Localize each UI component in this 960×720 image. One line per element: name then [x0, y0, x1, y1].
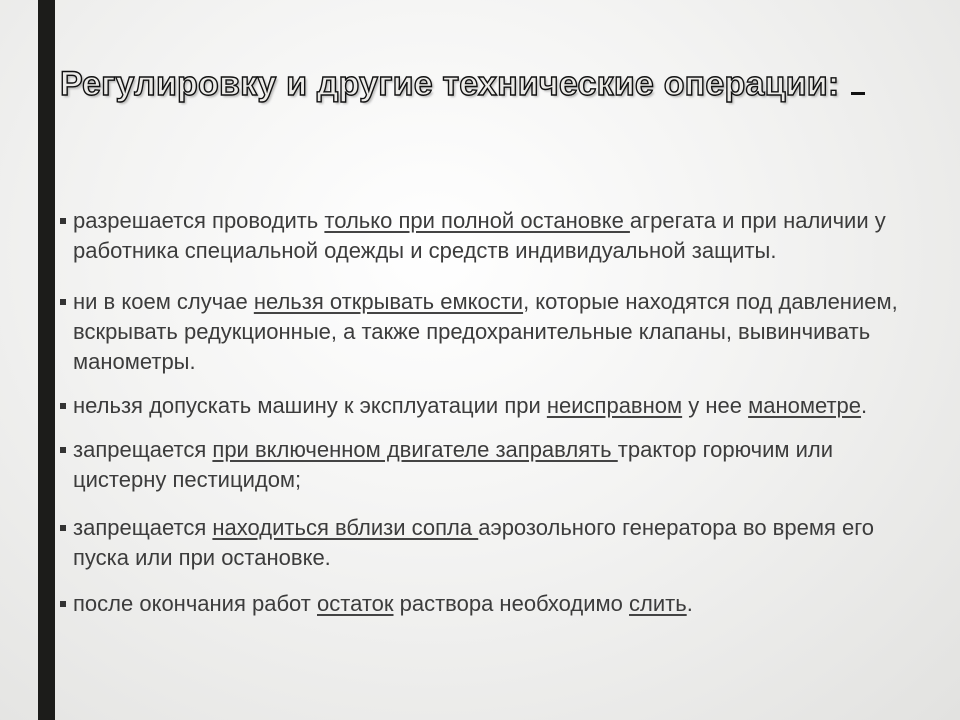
underlined-phrase: нельзя открывать емкости — [253, 289, 524, 314]
bullet-item — [60, 206, 930, 266]
text-segment: нельзя допускать машину к эксплуатации при — [73, 393, 547, 418]
bullet-item — [60, 391, 930, 421]
text-segment: после окончания работ — [73, 591, 317, 616]
bullet-item — [60, 435, 930, 495]
bullet-text — [73, 393, 867, 418]
left-accent-bar — [38, 0, 55, 720]
bullet-item — [60, 513, 930, 573]
text-segment: аэрозольного генератора во время его пуска или при остановке. — [73, 515, 874, 570]
square-bullet-icon — [60, 447, 66, 453]
text-segment: , которые находятся под давлением, вскрывать редукционные, а также предохранительные клапаны, вывинчивать манометры. — [73, 289, 898, 374]
square-bullet-icon — [60, 299, 66, 305]
underlined-phrase: слить — [629, 591, 687, 616]
square-bullet-icon — [60, 525, 66, 531]
underlined-phrase: манометре — [748, 393, 862, 418]
slide-title — [60, 62, 940, 106]
slide-title-text: Регулировку и другие технические операции: — [60, 65, 840, 103]
bullet-text — [73, 208, 886, 263]
square-bullet-icon — [60, 403, 66, 409]
text-segment: у нее — [682, 393, 749, 418]
underlined-phrase: находиться вблизи сопла — [212, 515, 479, 540]
bullet-text — [73, 437, 833, 492]
text-segment: раствора необходимо — [393, 591, 630, 616]
text-segment: разрешается проводить — [73, 208, 325, 233]
text-cursor — [851, 92, 865, 95]
underlined-phrase: только при полной остановке — [324, 208, 630, 233]
bullet-text — [73, 289, 898, 374]
bullet-item — [60, 287, 930, 377]
square-bullet-icon — [60, 601, 66, 607]
bullet-list — [60, 206, 930, 619]
underlined-phrase: остаток — [317, 591, 394, 616]
text-segment: . — [686, 591, 693, 616]
square-bullet-icon — [60, 218, 66, 224]
underlined-phrase: при включенном двигателе заправлять — [212, 437, 618, 462]
text-segment: запрещается — [73, 437, 213, 462]
text-segment: агрегата и при наличии у работника специальной одежды и средств индивидуальной защиты. — [73, 208, 886, 263]
bullet-text — [73, 591, 693, 616]
bullet-text — [73, 515, 874, 570]
text-segment: трактор горючим или цистерну пестицидом; — [73, 437, 834, 492]
text-segment: . — [861, 393, 868, 418]
bullet-item — [60, 589, 930, 619]
text-segment: запрещается — [73, 515, 213, 540]
text-segment: ни в коем случае — [73, 289, 254, 314]
underlined-phrase: неисправном — [546, 393, 683, 418]
